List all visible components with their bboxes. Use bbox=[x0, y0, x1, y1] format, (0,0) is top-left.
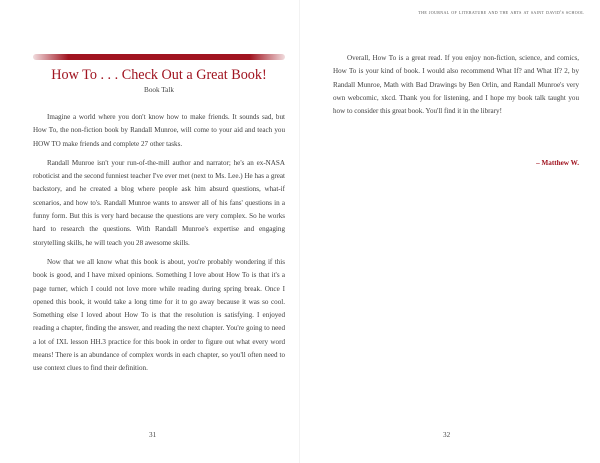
paragraph: Imagine a world where you don't know how to make friends. It sounds sad, but How To, the non-fiction book by Randall Munroe, will come to your aid and teach you HOW TO make friends and complete 27 other tasks. bbox=[33, 113, 285, 148]
paragraph: Randall Munroe isn't your run-of-the-mill author and narrator; he's an ex-NASA roboticist and the second funniest teacher I've ever met (next to Ms. Lee.) He has a great backstory, and he created a blog where people ask him absurd questions, what-if scenarios, and how to's. Randall Munroe wants to answer all of his fans' questions in a funny form. But this is very hard because the questions are very complex. So he works hard to research the questions. With Randall Munroe's expertise and engaging storytelling skills, he will teach you 28 awesome skills. bbox=[33, 158, 285, 247]
article-body-left bbox=[33, 111, 285, 376]
paragraph: Overall, How To is a great read. If you enjoy non-fiction, science, and comics, How To is your kind of book. I would also recommend What If? and What If? 2, by Randall Munroe, Math with Bad Drawings by Ben Orlin, and Randall Munroe's very own webcomic, xkcd. Thank you for listening, and I hope my book talk taught you how to consider this great book. You'll find it in the library! bbox=[333, 54, 579, 116]
right-page bbox=[300, 0, 600, 463]
page-number-right: 32 bbox=[443, 431, 451, 439]
byline: – Matthew W. bbox=[536, 159, 579, 167]
article-subtitle: Book Talk bbox=[144, 86, 174, 94]
article-body-right bbox=[333, 52, 579, 118]
running-head: the journal of literature and the arts at saint david's school bbox=[418, 10, 584, 16]
paragraph: Now that we all know what this book is about, you're probably wondering if this book is good, and I have mixed opinions. Something I love about How To is that it's a page turner, which I could not love more while reading during spring break. Once I opened this book, it would take a long time for it to go away because it was so cool. Something else I loved about How To is that the resolution is satisfying. I enjoyed reading a chapter, finding the answer, and reading the next chapter. You're going to need a lot of IXL lesson HH.3 practice for this book in order to figure out what every word means! There is an abundance of complex words in each chapter, so you'll often need to use context clues to find their definition. bbox=[33, 257, 285, 373]
article-title: How To . . . Check Out a Great Book! bbox=[51, 67, 267, 83]
title-rule bbox=[33, 54, 285, 60]
page-number-left: 31 bbox=[149, 431, 157, 439]
